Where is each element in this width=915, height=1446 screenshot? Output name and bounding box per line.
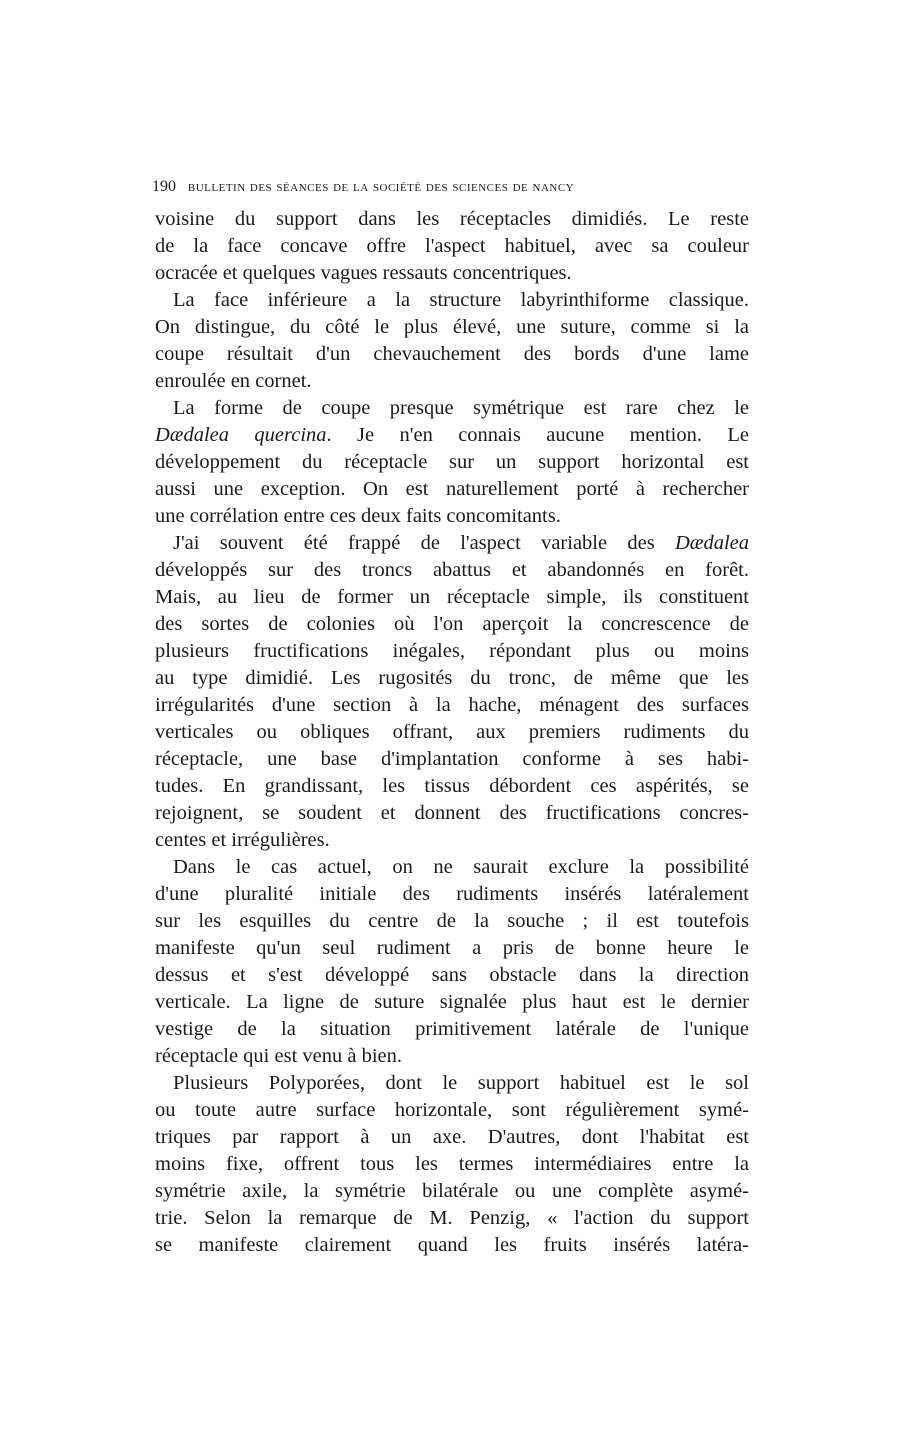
text-line: verticales ou obliques offrant, aux premiers rudiments du xyxy=(155,721,749,743)
text-line: ocracée et quelques vagues ressauts concentriques. xyxy=(155,262,572,284)
text-line: trie. Selon la remarque de M. Penzig, « l'action du support xyxy=(155,1207,749,1229)
text-line: dessus et s'est développé sans obstacle dans la direction xyxy=(155,964,749,986)
text-line: plusieurs fructifications inégales, répondant plus ou moins xyxy=(155,640,749,662)
page-number: 190 xyxy=(152,178,176,195)
text-line: enroulée en cornet. xyxy=(155,370,312,392)
text-line: ou toute autre surface horizontale, sont régulièrement symé- xyxy=(155,1099,749,1121)
text-line: au type dimidié. Les rugosités du tronc, de même que les xyxy=(155,667,749,689)
running-head xyxy=(152,176,752,198)
text-line: centes et irrégulières. xyxy=(155,829,330,851)
text-line: moins fixe, offrent tous les termes intermédiaires entre la xyxy=(155,1153,749,1175)
text-line: aussi une exception. On est naturellement porté à rechercher xyxy=(155,478,749,500)
text-line: symétrie axile, la symétrie bilatérale ou une complète asymé- xyxy=(155,1180,749,1202)
text-line: réceptacle, une base d'implantation conforme à ses habi- xyxy=(155,748,749,770)
text-line: Dædalea quercina. Je n'en connais aucune mention. Le xyxy=(155,424,749,446)
text-line: de la face concave offre l'aspect habituel, avec sa couleur xyxy=(155,235,749,257)
text-line: On distingue, du côté le plus élevé, une suture, comme si la xyxy=(155,316,749,338)
text-line: des sortes de colonies où l'on aperçoit la concrescence de xyxy=(155,613,749,635)
text-line: vestige de la situation primitivement latérale de l'unique xyxy=(155,1018,749,1040)
text-line: verticale. La ligne de suture signalée plus haut est le dernier xyxy=(155,991,749,1013)
text-line: La face inférieure a la structure labyrinthiforme classique. xyxy=(173,289,749,311)
text-line: développés sur des troncs abattus et abandonnés en forêt. xyxy=(155,559,749,581)
text-line: voisine du support dans les réceptacles dimidiés. Le reste xyxy=(155,208,749,230)
text-line: réceptacle qui est venu à bien. xyxy=(155,1045,403,1067)
text-line: rejoignent, se soudent et donnent des fructifications concres- xyxy=(155,802,749,824)
text-line: Plusieurs Polyporées, dont le support habituel est le sol xyxy=(173,1072,749,1094)
text-line: Mais, au lieu de former un réceptacle simple, ils constituent xyxy=(155,586,749,608)
text-line: se manifeste clairement quand les fruits insérés latéra- xyxy=(155,1234,749,1256)
text-line: J'ai souvent été frappé de l'aspect variable des Dædalea xyxy=(173,532,749,554)
text-line: manifeste qu'un seul rudiment a pris de bonne heure le xyxy=(155,937,749,959)
text-line: tudes. En grandissant, les tissus débordent ces aspérités, se xyxy=(155,775,749,797)
text-line: La forme de coupe presque symétrique est rare chez le xyxy=(173,397,749,419)
text-line: irrégularités d'une section à la hache, ménagent des surfaces xyxy=(155,694,749,716)
text-line: développement du réceptacle sur un support horizontal est xyxy=(155,451,749,473)
text-line: triques par rapport à un axe. D'autres, dont l'habitat est xyxy=(155,1126,749,1148)
text-line: Dans le cas actuel, on ne saurait exclure la possibilité xyxy=(173,856,749,878)
running-title: bulletin des séances de la société des sciences de nancy xyxy=(187,179,575,195)
text-line: coupe résultait d'un chevauchement des bords d'une lame xyxy=(155,343,749,365)
text-line: une corrélation entre ces deux faits concomitants. xyxy=(155,505,561,527)
text-line: d'une pluralité initiale des rudiments insérés latéralement xyxy=(155,883,749,905)
text-line: sur les esquilles du centre de la souche ; il est toutefois xyxy=(155,910,749,932)
